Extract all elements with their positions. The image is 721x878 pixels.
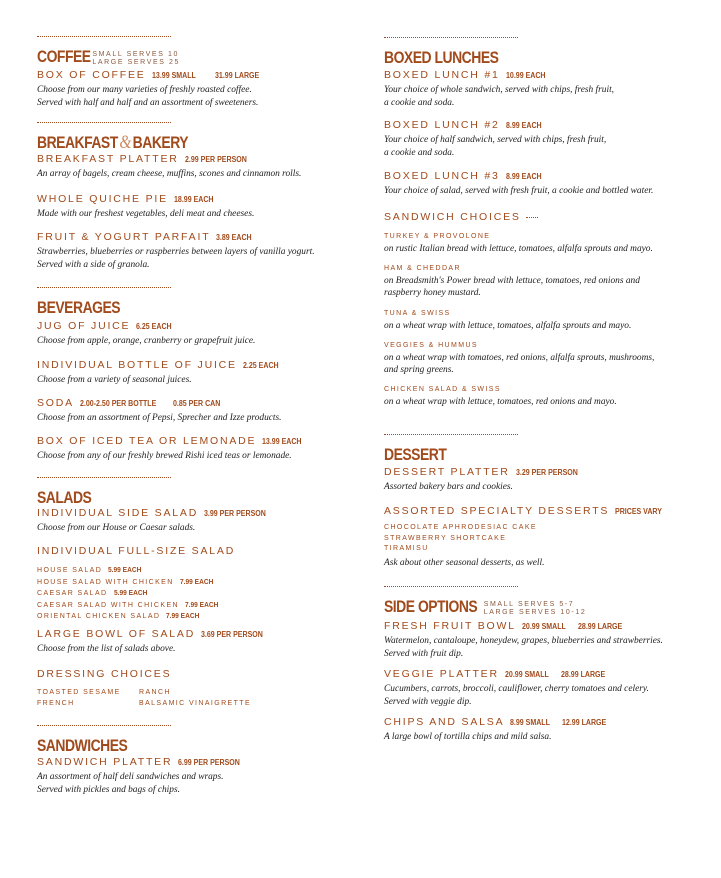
item-description: Choose from an assortment of Pepsi, Sprecher and Izze products. xyxy=(37,413,282,423)
item-description: An assortment of half deli sandwiches and wraps. Served with pickles and bags of chips. xyxy=(37,772,224,795)
item-name: BOXED LUNCH #3 xyxy=(384,170,500,182)
salad-option: CAESAR SALAD WITH CHICKEN 7.99 EACH xyxy=(37,599,219,609)
item-description: A large bowl of tortilla chips and mild salsa. xyxy=(384,732,552,742)
chips-salsa-item xyxy=(384,716,702,744)
choice-label: CHICKEN SALAD & SWISS xyxy=(384,386,501,393)
item-description: Made with our freshest vegetables, deli meat and cheeses. xyxy=(37,209,255,219)
item-price: 13.99 EACH xyxy=(262,437,302,446)
salad-option: CAESAR SALAD 5.99 EACH xyxy=(37,588,147,597)
item-price: 3.69 PER PERSON xyxy=(201,630,263,639)
sandwiches-section xyxy=(37,725,355,795)
choice-label: VEGGIES & HUMMUS xyxy=(384,342,478,349)
choice-description: on a wheat wrap with lettuce, tomatoes, red onions and mayo. xyxy=(384,396,617,407)
salads-section xyxy=(37,477,355,707)
full-salad-item xyxy=(37,545,355,623)
dessert-header xyxy=(384,443,702,465)
boxed-lunch-2-item xyxy=(384,119,702,159)
section-divider xyxy=(384,37,518,38)
sandwiches-title: SANDWICHES xyxy=(37,736,128,755)
choice-description: on Breadsmith's Power bread with lettuce, tomatoes, red onions and raspberry honey mustard. xyxy=(384,275,640,298)
item-price-small: 13.99 SMALL xyxy=(151,71,196,80)
item-price-large: 31.99 LARGE xyxy=(215,71,260,80)
quiche-item xyxy=(37,193,355,221)
box-of-coffee-item xyxy=(37,69,355,109)
item-price: 6.25 EACH xyxy=(136,322,172,331)
boxed-lunches-title: BOXED LUNCHES xyxy=(384,48,499,67)
salad-option: ORIENTAL CHICKEN SALAD 7.99 EACH xyxy=(37,611,200,620)
item-name: INDIVIDUAL BOTTLE OF JUICE xyxy=(37,359,237,371)
item-description: Strawberries, blueberries or raspberries between layers of vanilla yogurt. Served with a side of granola. xyxy=(37,247,315,270)
fruit-bowl-item xyxy=(384,620,702,660)
sandwich-platter-item xyxy=(37,756,355,796)
item-price: 3.89 EACH xyxy=(216,233,253,242)
coffee-section xyxy=(37,36,355,108)
item-name: FRUIT & YOGURT PARFAIT xyxy=(37,231,211,243)
item-price: 8.99 EACH xyxy=(505,121,542,130)
choice-description: on a wheat wrap with lettuce, tomatoes, alfalfa sprouts and mayo. xyxy=(384,320,632,331)
item-description: An array of bagels, cream cheese, muffins, scones and cinnamon rolls. xyxy=(37,169,302,179)
salads-title: SALADS xyxy=(37,488,92,507)
dressing-option: BALSAMIC VINAIGRETTE xyxy=(139,699,252,707)
item-name: DRESSING CHOICES xyxy=(37,668,172,680)
side-options-title: SIDE OPTIONS xyxy=(384,597,478,616)
item-name: SANDWICH CHOICES xyxy=(384,211,702,224)
side-options-section xyxy=(384,586,702,742)
item-name: INDIVIDUAL SIDE SALAD xyxy=(37,507,199,519)
item-price: 3.29 PER PERSON xyxy=(515,468,578,477)
boxed-lunch-3-item xyxy=(384,170,702,198)
item-price-can: 0.85 PER CAN xyxy=(172,399,221,408)
choice-entry xyxy=(384,341,702,385)
item-price: 18.99 EACH xyxy=(173,195,214,204)
sandwich-choices xyxy=(384,211,702,408)
item-description: Your choice of whole sandwich, served with chips, fresh fruit, a cookie and soda. xyxy=(384,85,615,108)
choice-entry xyxy=(384,232,702,264)
section-divider xyxy=(37,725,171,726)
item-description: Choose from any of our freshly brewed Rishi iced teas or lemonade. xyxy=(37,451,292,461)
item-name: BOX OF ICED TEA OR LEMONADE xyxy=(37,435,257,447)
dessert-option: STRAWBERRY SHORTCAKE xyxy=(384,534,507,542)
item-name: SODA xyxy=(37,397,74,409)
choice-description: on rustic Italian bread with lettuce, tomatoes, alfalfa sprouts and mayo. xyxy=(384,243,653,254)
boxed-lunches-header xyxy=(384,46,702,68)
item-price-small: 20.99 SMALL xyxy=(504,670,549,679)
item-price: 2.99 PER PERSON xyxy=(184,155,247,164)
coffee-serves: SMALL SERVES 10 LARGE SERVES 25 xyxy=(92,51,181,66)
dessert-section xyxy=(384,434,702,568)
item-price-large: 28.99 LARGE xyxy=(577,622,622,631)
salad-option: HOUSE SALAD 5.99 EACH xyxy=(37,565,142,574)
item-price: 8.99 EACH xyxy=(505,172,542,181)
parfait-item xyxy=(37,231,355,271)
item-name: WHOLE QUICHE PIE xyxy=(37,193,168,205)
item-price: 3.99 PER PERSON xyxy=(204,509,266,518)
section-divider xyxy=(384,434,518,435)
item-price: 2.00-2.50 PER BOTTLE xyxy=(79,399,157,408)
choice-label: TUNA & SWISS xyxy=(384,310,451,317)
section-divider xyxy=(37,122,171,123)
beverages-section xyxy=(37,287,355,461)
item-price: 10.99 EACH xyxy=(505,71,546,80)
jug-of-juice-item xyxy=(37,320,355,348)
choice-entry xyxy=(384,385,702,408)
item-name: LARGE BOWL OF SALAD xyxy=(37,628,196,640)
item-name: BOX OF COFFEE xyxy=(37,69,146,81)
choice-entry xyxy=(384,264,702,309)
section-divider xyxy=(384,586,518,587)
item-name: BOXED LUNCH #1 xyxy=(384,69,500,81)
section-divider xyxy=(37,477,171,478)
item-description: Choose from a variety of seasonal juices. xyxy=(37,375,192,385)
side-options-header xyxy=(384,595,702,617)
item-name: INDIVIDUAL FULL-SIZE SALAD xyxy=(37,545,236,557)
item-price-large: 12.99 LARGE xyxy=(561,718,606,727)
item-name: DESSERT PLATTER xyxy=(384,466,510,478)
coffee-header xyxy=(37,45,355,67)
boxed-lunches-section xyxy=(384,37,702,407)
breakfast-header xyxy=(37,131,355,153)
specialty-desserts-item xyxy=(384,505,702,569)
item-description: Choose from our House or Caesar salads. xyxy=(37,523,196,533)
side-salad-item xyxy=(37,507,355,535)
item-price: PRICES VARY xyxy=(615,507,663,516)
choice-description: on a wheat wrap with tomatoes, red onions, alfalfa sprouts, mushrooms, and spring greens. xyxy=(384,352,655,375)
dessert-option: CHOCOLATE APHRODESIAC CAKE xyxy=(384,524,537,531)
item-description: Cucumbers, carrots, broccoli, cauliflower, cherry tomatoes and celery. Served with veggie dip. xyxy=(384,684,649,707)
item-price-large: 28.99 LARGE xyxy=(560,670,605,679)
bottle-of-juice-item xyxy=(37,359,355,387)
iced-tea-item xyxy=(37,435,355,463)
salad-option: HOUSE SALAD WITH CHICKEN 7.99 EACH xyxy=(37,576,214,586)
coffee-title: COFFEE xyxy=(37,47,91,66)
dessert-title: DESSERT xyxy=(384,445,447,464)
beverages-title: BEVERAGES xyxy=(37,298,121,317)
item-price: 2.25 EACH xyxy=(242,361,279,370)
salads-header xyxy=(37,486,355,508)
side-options-serves: SMALL SERVES 5-7 LARGE SERVES 10-12 xyxy=(483,601,587,616)
item-name: FRESH FRUIT BOWL xyxy=(384,620,516,632)
dressing-choices xyxy=(37,668,355,709)
salad-bowl-item xyxy=(37,628,355,656)
soda-item xyxy=(37,397,355,425)
item-name: VEGGIE PLATTER xyxy=(384,668,499,680)
dessert-platter-item xyxy=(384,466,702,494)
item-description: Assorted bakery bars and cookies. xyxy=(384,482,513,492)
item-description: Your choice of salad, served with fresh fruit, a cookie and bottled water. xyxy=(384,186,654,196)
item-description: Watermelon, cantaloupe, honeydew, grapes, blueberries and strawberries. Served with fruit dip. xyxy=(384,636,663,659)
breakfast-section xyxy=(37,122,355,270)
item-description: Choose from our many varieties of freshly roasted coffee. Served with half and half and an assortment of sweeteners. xyxy=(37,85,259,108)
choice-entry xyxy=(384,309,702,341)
item-price: 6.99 PER PERSON xyxy=(178,758,241,767)
breakfast-platter-item xyxy=(37,153,355,181)
beverages-header xyxy=(37,296,355,318)
choice-list xyxy=(384,232,702,408)
breakfast-title: BREAKFAST&BAKERY xyxy=(37,132,189,153)
dressing-option: RANCH xyxy=(139,689,171,696)
item-description: Your choice of half sandwich, served with chips, fresh fruit, a cookie and soda. xyxy=(384,135,607,158)
item-description: Choose from apple, orange, cranberry or grapefruit juice. xyxy=(37,336,256,346)
item-price-small: 8.99 SMALL xyxy=(510,718,551,727)
item-name: CHIPS AND SALSA xyxy=(384,716,505,728)
specialty-list xyxy=(384,523,702,555)
section-divider xyxy=(37,36,171,37)
item-description: Ask about other seasonal desserts, as well. xyxy=(384,557,545,568)
veggie-platter-item xyxy=(384,668,702,708)
choice-label: TURKEY & PROVOLONE xyxy=(384,233,491,240)
item-name: BREAKFAST PLATTER xyxy=(37,153,179,165)
dressing-list xyxy=(37,688,355,709)
sandwiches-header xyxy=(37,734,355,756)
item-name: BOXED LUNCH #2 xyxy=(384,119,500,131)
full-salad-options xyxy=(37,565,355,623)
dessert-option: TIRAMISU xyxy=(384,545,429,552)
item-price-small: 20.99 SMALL xyxy=(521,622,566,631)
item-name: SANDWICH PLATTER xyxy=(37,756,173,768)
section-divider xyxy=(37,287,171,288)
dressing-option: FRENCH xyxy=(37,699,75,707)
dressing-option: TOASTED SESAME xyxy=(37,689,121,696)
boxed-lunch-1-item xyxy=(384,69,702,109)
choice-label: HAM & CHEDDAR xyxy=(384,265,461,272)
item-name: ASSORTED SPECIALTY DESSERTS xyxy=(384,505,610,517)
item-name: JUG OF JUICE xyxy=(37,320,131,332)
item-description: Choose from the list of salads above. xyxy=(37,644,176,654)
